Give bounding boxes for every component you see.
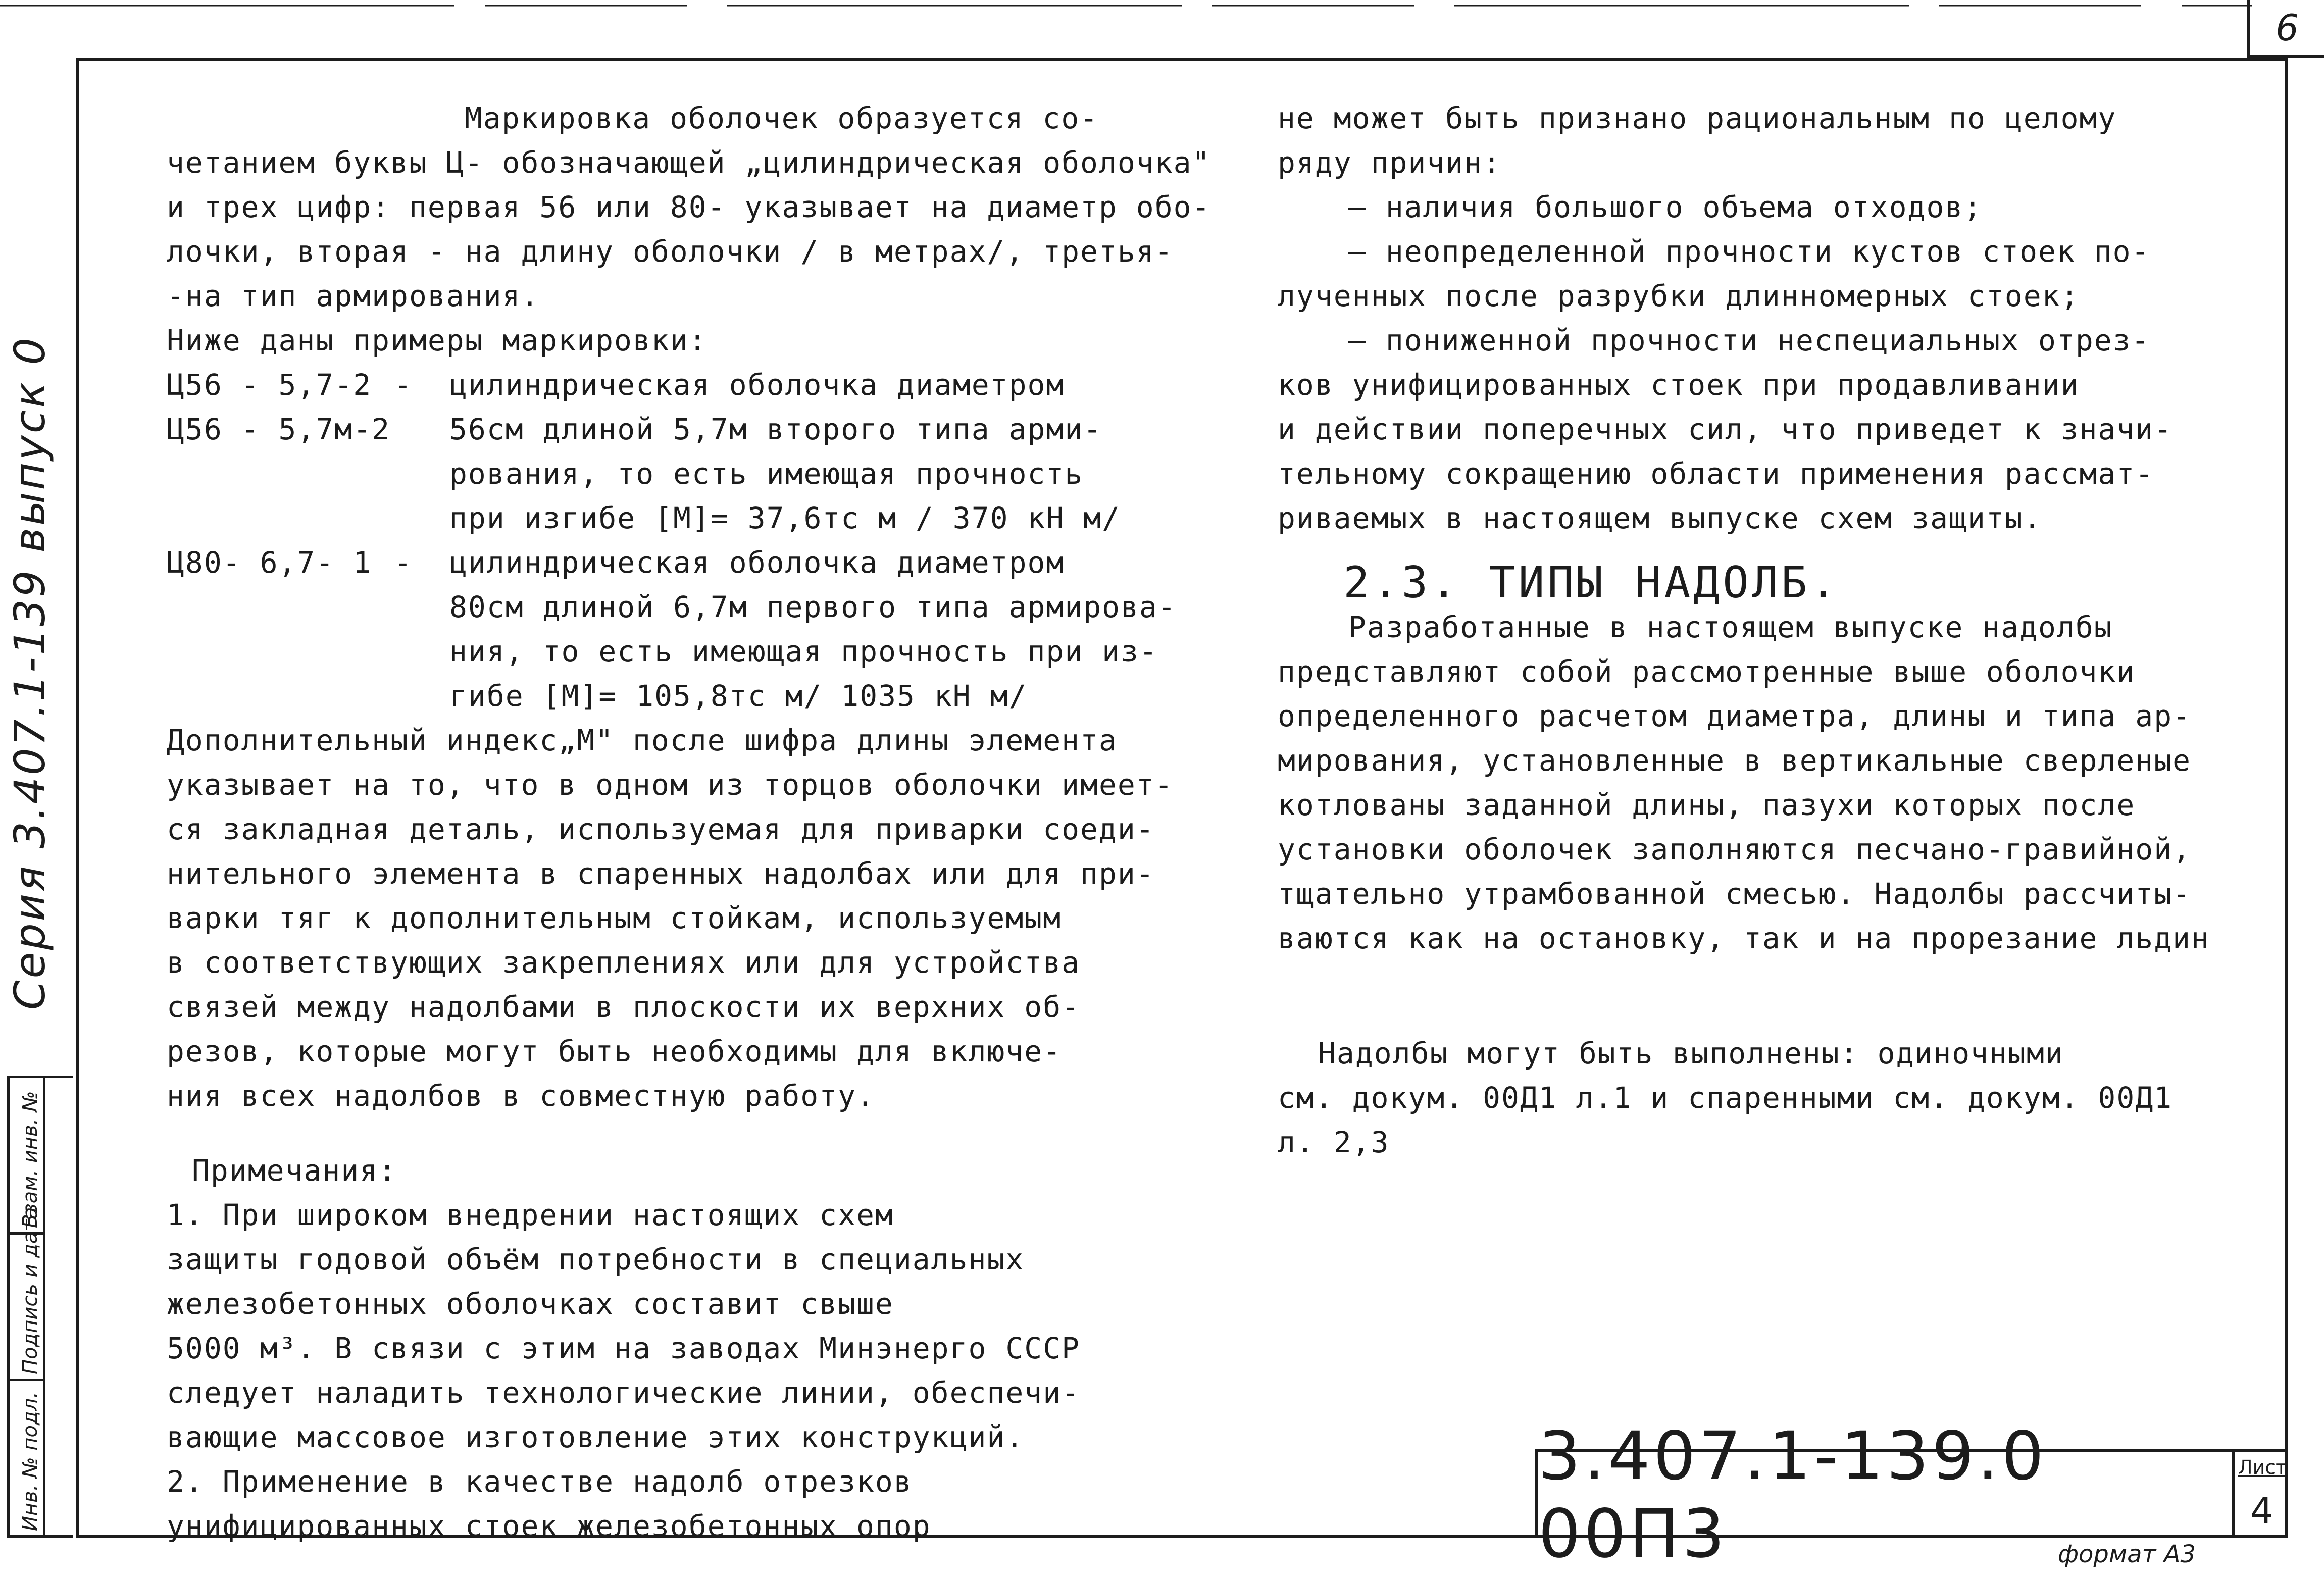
para-line: — пониженной прочности неспециальных отрез- <box>1348 323 2150 358</box>
para-line: тщательно утрамбованной смесью. Надолбы рассчиты- <box>1278 877 2192 911</box>
examples-title: Ниже даны примеры маркировки: <box>167 323 708 358</box>
example-cont: ния, то есть имеющая прочность при из- <box>449 634 1158 669</box>
series-label: Серия 3.407.1-139 выпуск 0 <box>5 336 55 1010</box>
para-line: не может быть признано рациональным по целому <box>1278 101 2117 135</box>
side-stamp <box>7 1076 73 1538</box>
para-line: Разработанные в настоящем выпуске надолбы <box>1348 610 2113 644</box>
note-line: железобетонных оболочках составит свыше <box>167 1287 894 1321</box>
intro-line: лочки, вторая - на длину оболочки / в метрах/, третья- <box>167 234 1174 269</box>
para-line: и действии поперечных сил, что приведет к значи- <box>1278 412 2173 446</box>
stamp-cell-inv-podl: Инв. № подл. <box>10 1381 43 1538</box>
index-line: резов, которые могут быть необходимы для включе- <box>167 1034 1062 1068</box>
example-dash: - <box>394 368 413 402</box>
page-number: 6 <box>2276 6 2299 49</box>
intro-line: четанием буквы Ц- обозначающей „цилиндрическая оболочка" <box>167 145 1211 180</box>
para-line: ков унифицированных стоек при продавливании <box>1278 368 2080 402</box>
intro-line: -на тип армирования. <box>167 279 540 313</box>
stamp-cell-podpis: Подпись и дата <box>10 1235 43 1381</box>
para-line: котлованы заданной длины, пазухи которых после <box>1278 788 2136 822</box>
example-cont: 80см длиной 6,7м первого типа армирова- <box>449 590 1177 624</box>
para-line: представляют собой рассмотренные выше оболочки <box>1278 654 2136 689</box>
stamp-divider <box>43 1078 45 1535</box>
example-cont: рования, то есть имеющая прочность <box>449 456 1084 491</box>
stamp-cell-vzam: Взам. инв. № <box>10 1078 43 1235</box>
index-line: указывает на то, что в одном из торцов оболочки имеет- <box>167 768 1174 802</box>
intro-line: Маркировка оболочек образуется со- <box>465 101 1099 135</box>
example-cont: гибе [М]= 105,8тс м/ 1035 кН м/ <box>449 679 1028 713</box>
left-text-column <box>167 96 1211 1548</box>
index-line: в соответствующих закреплениях или для устройства <box>167 945 1081 980</box>
format-label: формат А3 <box>2058 1540 2196 1568</box>
para-line: установки оболочек заполняются песчано-гравийной, <box>1278 832 2192 867</box>
example-desc: цилиндрическая оболочка диаметром <box>449 368 1065 402</box>
index-line: Дополнительный индекс„М" после шифра длины элемента <box>167 723 1118 757</box>
page-number-box <box>2247 0 2324 58</box>
para-line: лученных после разрубки длинномерных стоек; <box>1278 279 2080 313</box>
example-row <box>167 363 1126 407</box>
para-line: л. 2,3 <box>1278 1125 1390 1159</box>
index-line: нительного элемента в спаренных надолбах или для при- <box>167 856 1155 891</box>
sheet-cell <box>2232 1449 2288 1538</box>
section-heading: 2.3. ТИПЫ НАДОЛБ. <box>1343 557 1840 608</box>
example-code: Ц80- 6,7- 1 <box>167 545 372 580</box>
example-code: Ц56 - 5,7-2 <box>167 368 372 402</box>
para-line: определенного расчетом диаметра, длины и типа ар- <box>1278 699 2192 733</box>
para-line: см. докум. 00Д1 л.1 и спаренными см. докум. 00Д1 <box>1278 1081 2173 1115</box>
example-dash: - <box>394 545 413 580</box>
example-row <box>167 540 1126 585</box>
notes-title: Примечания: <box>192 1153 397 1188</box>
para-line: ваются как на остановку, так и на прорезание льдин <box>1278 921 2210 955</box>
index-line: ния всех надолбов в совместную работу. <box>167 1079 875 1113</box>
para-line: риваемых в настоящем выпуске схем защиты. <box>1278 501 2042 535</box>
top-border-mark <box>0 0 2252 4</box>
example-desc: 56см длиной 5,7м второго типа арми- <box>449 412 1102 446</box>
right-text-column <box>1278 96 2262 1164</box>
example-cont: при изгибе [М]= 37,6тс м / 370 кН м/ <box>449 501 1121 535</box>
para-line: тельному сокращению области применения рассмат- <box>1278 456 2154 491</box>
example-dash <box>394 407 449 451</box>
note-line: защиты годовой объём потребности в специальных <box>167 1242 1025 1277</box>
index-line: варки тяг к дополнительным стойкам, используемым <box>167 901 1062 935</box>
note-line: вающие массовое изготовление этих конструкций. <box>167 1420 1025 1454</box>
para-line: — неопределенной прочности кустов стоек по- <box>1348 234 2150 269</box>
example-row <box>167 407 1126 451</box>
example-code: Ц56 - 5,7м-2 <box>167 412 391 446</box>
para-line: — наличия большого объема отходов; <box>1348 190 1983 224</box>
note-line: унифицированных стоек железобетонных опор <box>167 1509 931 1543</box>
intro-line: и трех цифр: первая 56 или 80- указывает на диаметр обо- <box>167 190 1211 224</box>
index-line: ся закладная деталь, используемая для приварки соеди- <box>167 812 1155 846</box>
para-line: ряду причин: <box>1278 145 1502 180</box>
index-line: связей между надолбами в плоскости их верхних об- <box>167 990 1081 1024</box>
document-number: 3.407.1-139.0 00П3 <box>1535 1449 2232 1538</box>
top-border-line <box>0 4 2252 8</box>
note-line: 2. Применение в качестве надолб отрезков <box>167 1464 913 1499</box>
example-desc: цилиндрическая оболочка диаметром <box>449 545 1065 580</box>
note-line: следует наладить технологические линии, обеспечи- <box>167 1376 1081 1410</box>
note-line: 5000 м³. В связи с этим на заводах Минэнерго СССР <box>167 1331 1081 1365</box>
para-line: Надолбы могут быть выполнены: одиночными <box>1318 1036 2064 1071</box>
para-line: мирования, установленные в вертикальные сверленые <box>1278 743 2192 778</box>
note-line: 1. При широком внедрении настоящих схем <box>167 1198 894 1232</box>
sheet-number: 4 <box>2250 1490 2274 1532</box>
sheet-label: Лист <box>2238 1456 2287 1479</box>
